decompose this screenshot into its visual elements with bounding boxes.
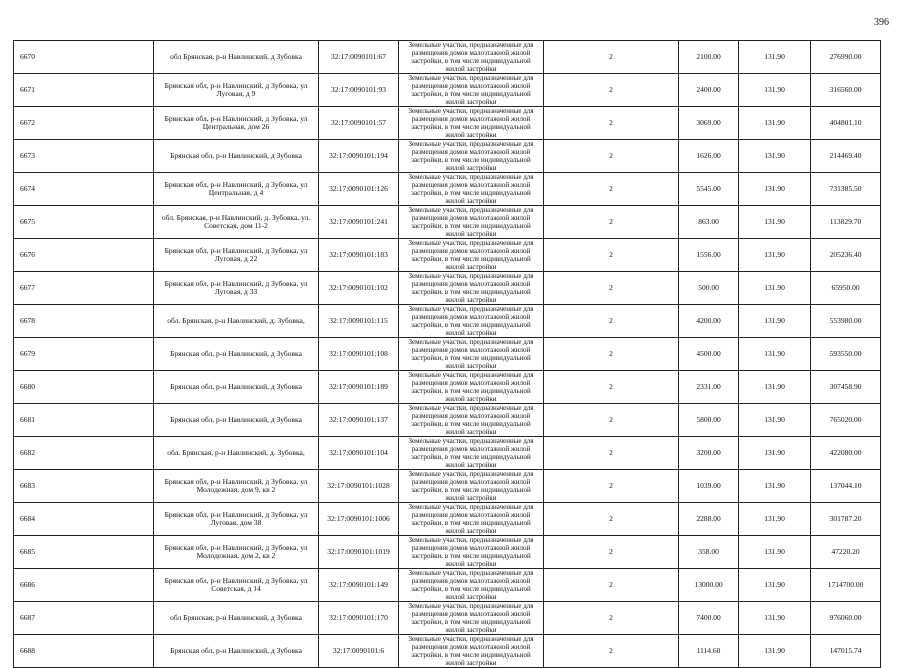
cell-rate: 131.90 xyxy=(739,206,811,239)
cell-num: 6681 xyxy=(14,404,154,437)
cell-address: обл Брянская, р-н Навлинский, д Зубовка xyxy=(154,602,319,635)
cell-num: 6682 xyxy=(14,437,154,470)
cell-description: Земельные участки, предназначенные для размещения домов малоэтажной жилой застройки, в том числе индивидуальной жилой застройки xyxy=(399,206,544,239)
cell-area: 2331.00 xyxy=(679,371,739,404)
cell-group: 2 xyxy=(544,635,679,668)
cell-rate: 131.90 xyxy=(739,536,811,569)
table-row xyxy=(14,437,881,470)
cell-cadastral: 32:17:0090101:93 xyxy=(319,74,399,107)
cell-description: Земельные участки, предназначенные для размещения домов малоэтажной жилой застройки, в том числе индивидуальной жилой застройки xyxy=(399,173,544,206)
cell-cadastral: 32:17:0090101:137 xyxy=(319,404,399,437)
cell-address: Брянская обл, р-н Навлинский, д Зубовка, ул Центральная, д 4 xyxy=(154,173,319,206)
table-row xyxy=(14,338,881,371)
cell-description: Земельные участки, предназначенные для размещения домов малоэтажной жилой застройки, в том числе индивидуальной жилой застройки xyxy=(399,635,544,668)
cell-cadastral: 32:17:0090101:170 xyxy=(319,602,399,635)
cell-address: обл Брянская, р-н Навлинский, д Зубовка xyxy=(154,41,319,74)
table-row xyxy=(14,140,881,173)
cell-group: 2 xyxy=(544,470,679,503)
cell-area: 4200.00 xyxy=(679,305,739,338)
cell-description: Земельные участки, предназначенные для размещения домов малоэтажной жилой застройки, в том числе индивидуальной жилой застройки xyxy=(399,569,544,602)
cell-cadastral: 32:17:0090101:102 xyxy=(319,272,399,305)
cell-cadastral: 32:17:0090101:126 xyxy=(319,173,399,206)
table-row xyxy=(14,635,881,668)
cell-address: Брянская обл, р-н Навлинский, д Зубовка, ул Луговая, дом 38 xyxy=(154,503,319,536)
cell-area: 2400.00 xyxy=(679,74,739,107)
cell-area: 3069.00 xyxy=(679,107,739,140)
cell-group: 2 xyxy=(544,206,679,239)
cell-address: обл. Брянская, р-н Навлинский, д. Зубовка, xyxy=(154,305,319,338)
cell-group: 2 xyxy=(544,371,679,404)
cell-num: 6684 xyxy=(14,503,154,536)
table-row xyxy=(14,602,881,635)
table-row xyxy=(14,371,881,404)
cell-area: 1039.00 xyxy=(679,470,739,503)
cell-description: Земельные участки, предназначенные для размещения домов малоэтажной жилой застройки, в том числе индивидуальной жилой застройки xyxy=(399,338,544,371)
cell-num: 6683 xyxy=(14,470,154,503)
cell-rate: 131.90 xyxy=(739,239,811,272)
cell-cadastral: 32:17:0090101:194 xyxy=(319,140,399,173)
cell-num: 6688 xyxy=(14,635,154,668)
cell-description: Земельные участки, предназначенные для размещения домов малоэтажной жилой застройки, в том числе индивидуальной жилой застройки xyxy=(399,272,544,305)
land-registry-table xyxy=(13,40,881,668)
cell-description: Земельные участки, предназначенные для размещения домов малоэтажной жилой застройки, в том числе индивидуальной жилой застройки xyxy=(399,140,544,173)
cell-group: 2 xyxy=(544,536,679,569)
cell-area: 1556.00 xyxy=(679,239,739,272)
cell-cadastral: 32:17:0090101:115 xyxy=(319,305,399,338)
cell-area: 3200.00 xyxy=(679,437,739,470)
cell-group: 2 xyxy=(544,74,679,107)
cell-cadastral: 32:17:0090101:189 xyxy=(319,371,399,404)
cell-rate: 131.90 xyxy=(739,173,811,206)
cell-area: 4500.00 xyxy=(679,338,739,371)
cell-value: 47220.20 xyxy=(811,536,881,569)
cell-value: 976060.00 xyxy=(811,602,881,635)
cell-num: 6676 xyxy=(14,239,154,272)
cell-group: 2 xyxy=(544,602,679,635)
cell-num: 6678 xyxy=(14,305,154,338)
cell-rate: 131.90 xyxy=(739,41,811,74)
cell-rate: 131.90 xyxy=(739,503,811,536)
cell-group: 2 xyxy=(544,569,679,602)
table-row xyxy=(14,173,881,206)
cell-rate: 131.90 xyxy=(739,470,811,503)
cell-address: обл. Брянская, р-н Навлинский, д. Зубовка, xyxy=(154,437,319,470)
cell-rate: 131.90 xyxy=(739,404,811,437)
cell-group: 2 xyxy=(544,305,679,338)
cell-value: 147015.74 xyxy=(811,635,881,668)
cell-cadastral: 32:17:0090101:241 xyxy=(319,206,399,239)
cell-value: 205236.40 xyxy=(811,239,881,272)
cell-area: 1626.00 xyxy=(679,140,739,173)
cell-description: Земельные участки, предназначенные для размещения домов малоэтажной жилой застройки, в том числе индивидуальной жилой застройки xyxy=(399,305,544,338)
cell-address: обл. Брянская, р-н Навлинский, д. Зубовка, ул. Советская, дом 11-2 xyxy=(154,206,319,239)
cell-cadastral: 32:17:0090101:6 xyxy=(319,635,399,668)
table-row xyxy=(14,503,881,536)
cell-description: Земельные участки, предназначенные для размещения домов малоэтажной жилой застройки, в том числе индивидуальной жилой застройки xyxy=(399,437,544,470)
cell-address: Брянская обл, р-н Навлинский, д Зубовка xyxy=(154,338,319,371)
cell-value: 316560.00 xyxy=(811,74,881,107)
cell-group: 2 xyxy=(544,140,679,173)
cell-group: 2 xyxy=(544,41,679,74)
cell-description: Земельные участки, предназначенные для размещения домов малоэтажной жилой застройки, в том числе индивидуальной жилой застройки xyxy=(399,239,544,272)
cell-num: 6679 xyxy=(14,338,154,371)
cell-rate: 131.90 xyxy=(739,635,811,668)
cell-value: 593550.00 xyxy=(811,338,881,371)
cell-rate: 131.90 xyxy=(739,272,811,305)
cell-address: Брянская обл, р-н Навлинский, д Зубовка, ул Молодежная, дом 9, кв 2 xyxy=(154,470,319,503)
table-row xyxy=(14,305,881,338)
cell-rate: 131.90 xyxy=(739,74,811,107)
cell-group: 2 xyxy=(544,404,679,437)
cell-address: Брянская обл, р-н Навлинский, д Зубовка xyxy=(154,140,319,173)
cell-num: 6686 xyxy=(14,569,154,602)
cell-address: Брянская обл, р-н Навлинский, д Зубовка xyxy=(154,371,319,404)
cell-address: Брянская обл, р-н Навлинский, д Зубовка, ул Луговая, д 9 xyxy=(154,74,319,107)
page-number: 396 xyxy=(874,17,889,28)
cell-area: 2100.00 xyxy=(679,41,739,74)
cell-area: 358.00 xyxy=(679,536,739,569)
cell-group: 2 xyxy=(544,272,679,305)
cell-group: 2 xyxy=(544,173,679,206)
cell-description: Земельные участки, предназначенные для размещения домов малоэтажной жилой застройки, в том числе индивидуальной жилой застройки xyxy=(399,404,544,437)
cell-description: Земельные участки, предназначенные для размещения домов малоэтажной жилой застройки, в том числе индивидуальной жилой застройки xyxy=(399,371,544,404)
cell-area: 1114.60 xyxy=(679,635,739,668)
cell-address: Брянская обл, р-н Навлинский, д Зубовка xyxy=(154,635,319,668)
cell-num: 6674 xyxy=(14,173,154,206)
cell-area: 5545.00 xyxy=(679,173,739,206)
cell-value: 137044.10 xyxy=(811,470,881,503)
cell-rate: 131.90 xyxy=(739,107,811,140)
cell-address: Брянская обл, р-н Навлинский, д Зубовка, ул Луговая, д 33 xyxy=(154,272,319,305)
cell-address: Брянская обл, р-н Навлинский, д Зубовка, ул Центральная, дом 26 xyxy=(154,107,319,140)
cell-value: 553980.00 xyxy=(811,305,881,338)
cell-cadastral: 32:17:0090101:1028 xyxy=(319,470,399,503)
cell-cadastral: 32:17:0090101:104 xyxy=(319,437,399,470)
cell-description: Земельные участки, предназначенные для размещения домов малоэтажной жилой застройки, в том числе индивидуальной жилой застройки xyxy=(399,470,544,503)
cell-group: 2 xyxy=(544,503,679,536)
table-row xyxy=(14,74,881,107)
cell-rate: 131.90 xyxy=(739,338,811,371)
table-body xyxy=(14,41,881,668)
cell-cadastral: 32:17:0090101:149 xyxy=(319,569,399,602)
cell-num: 6680 xyxy=(14,371,154,404)
cell-value: 301787.20 xyxy=(811,503,881,536)
cell-area: 7400.00 xyxy=(679,602,739,635)
cell-value: 422080.00 xyxy=(811,437,881,470)
cell-area: 2288.00 xyxy=(679,503,739,536)
cell-rate: 131.90 xyxy=(739,140,811,173)
cell-area: 863.00 xyxy=(679,206,739,239)
cell-num: 6687 xyxy=(14,602,154,635)
cell-value: 731385.50 xyxy=(811,173,881,206)
table-row xyxy=(14,41,881,74)
table-row xyxy=(14,536,881,569)
table-row xyxy=(14,470,881,503)
cell-rate: 131.90 xyxy=(739,305,811,338)
cell-value: 214469.40 xyxy=(811,140,881,173)
table-row xyxy=(14,107,881,140)
cell-group: 2 xyxy=(544,107,679,140)
cell-area: 5800.00 xyxy=(679,404,739,437)
cell-num: 6685 xyxy=(14,536,154,569)
cell-area: 13000.00 xyxy=(679,569,739,602)
cell-num: 6671 xyxy=(14,74,154,107)
cell-cadastral: 32:17:0090101:108 xyxy=(319,338,399,371)
cell-area: 500.00 xyxy=(679,272,739,305)
cell-rate: 131.90 xyxy=(739,569,811,602)
cell-rate: 131.90 xyxy=(739,371,811,404)
cell-address: Брянская обл, р-н Навлинский, д Зубовка xyxy=(154,404,319,437)
cell-num: 6670 xyxy=(14,41,154,74)
table-row xyxy=(14,569,881,602)
cell-value: 65950.00 xyxy=(811,272,881,305)
cell-value: 113829.70 xyxy=(811,206,881,239)
table-row xyxy=(14,206,881,239)
cell-value: 276990.00 xyxy=(811,41,881,74)
cell-value: 765020.00 xyxy=(811,404,881,437)
table-row xyxy=(14,272,881,305)
cell-value: 307458.90 xyxy=(811,371,881,404)
cell-cadastral: 32:17:0090101:1006 xyxy=(319,503,399,536)
cell-cadastral: 32:17:0090101:1019 xyxy=(319,536,399,569)
cell-cadastral: 32:17:0090101:57 xyxy=(319,107,399,140)
cell-rate: 131.90 xyxy=(739,602,811,635)
cell-address: Брянская обл, р-н Навлинский, д Зубовка, ул Советская, д 14 xyxy=(154,569,319,602)
cell-description: Земельные участки, предназначенные для размещения домов малоэтажной жилой застройки, в том числе индивидуальной жилой застройки xyxy=(399,536,544,569)
cell-address: Брянская обл, р-н Навлинский, д Зубовка, ул Молодежная, дом 2, кв 2 xyxy=(154,536,319,569)
cell-num: 6672 xyxy=(14,107,154,140)
cell-num: 6675 xyxy=(14,206,154,239)
cell-num: 6673 xyxy=(14,140,154,173)
cell-num: 6677 xyxy=(14,272,154,305)
table-row xyxy=(14,239,881,272)
cell-group: 2 xyxy=(544,437,679,470)
cell-cadastral: 32:17:0090101:183 xyxy=(319,239,399,272)
cell-group: 2 xyxy=(544,239,679,272)
cell-description: Земельные участки, предназначенные для размещения домов малоэтажной жилой застройки, в том числе индивидуальной жилой застройки xyxy=(399,107,544,140)
cell-description: Земельные участки, предназначенные для размещения домов малоэтажной жилой застройки, в том числе индивидуальной жилой застройки xyxy=(399,74,544,107)
cell-rate: 131.90 xyxy=(739,437,811,470)
cell-description: Земельные участки, предназначенные для размещения домов малоэтажной жилой застройки, в том числе индивидуальной жилой застройки xyxy=(399,602,544,635)
cell-value: 404801.10 xyxy=(811,107,881,140)
cell-group: 2 xyxy=(544,338,679,371)
table-row xyxy=(14,404,881,437)
cell-description: Земельные участки, предназначенные для размещения домов малоэтажной жилой застройки, в том числе индивидуальной жилой застройки xyxy=(399,503,544,536)
cell-cadastral: 32:17:0090101:67 xyxy=(319,41,399,74)
cell-address: Брянская обл, р-н Навлинский, д Зубовка, ул Луговая, д 22 xyxy=(154,239,319,272)
cell-value: 1714700.00 xyxy=(811,569,881,602)
cell-description: Земельные участки, предназначенные для размещения домов малоэтажной жилой застройки, в том числе индивидуальной жилой застройки xyxy=(399,41,544,74)
